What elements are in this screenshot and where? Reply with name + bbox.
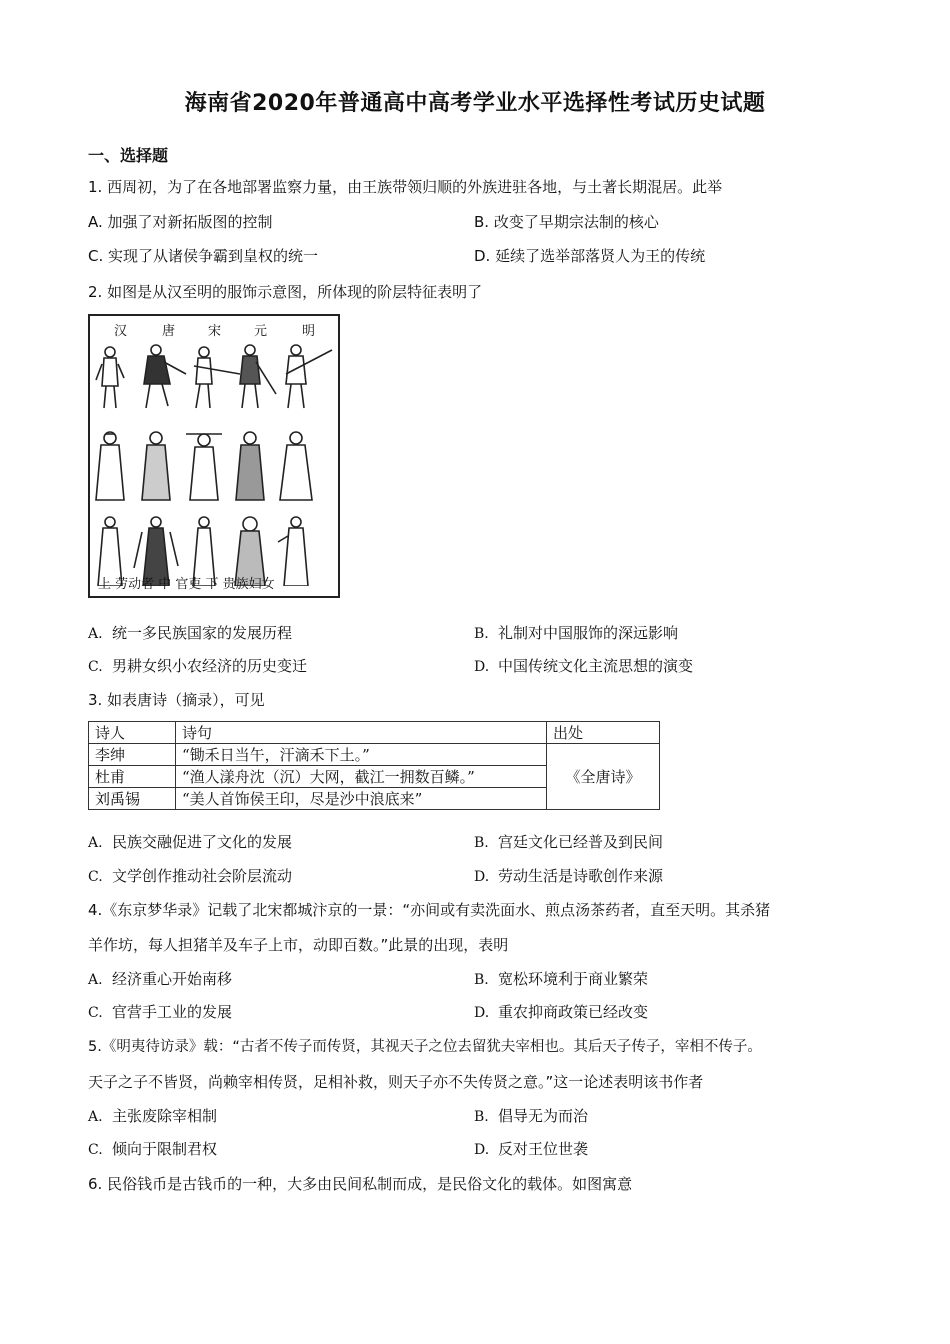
q1-option-a[interactable]: A. 加强了对新拓版图的控制	[88, 213, 273, 231]
dynasty-label: 唐	[162, 324, 176, 339]
dynasty-label: 元	[254, 324, 268, 339]
dynasty-label: 明	[302, 324, 316, 339]
question-6-stem: 6. 民俗钱币是古钱币的一种，大多由民间私制而成，是民俗文化的载体。如图寓意	[88, 1175, 633, 1193]
q2-option-d[interactable]: D. 中国传统文化主流思想的演变	[474, 657, 694, 675]
q1-option-c[interactable]: C. 实现了从诸侯争霸到皇权的统一	[88, 247, 319, 265]
q4-option-c[interactable]: C. 官营手工业的发展	[88, 1003, 233, 1021]
question-2-stem: 2. 如图是从汉至明的服饰示意图，所体现的阶层特征表明了	[88, 283, 483, 301]
page-title: 海南省2020年普通高中高考学业水平选择性考试历史试题	[184, 91, 766, 116]
section-heading: 一、选择题	[88, 146, 169, 165]
q2-option-a[interactable]: A. 统一多民族国家的发展历程	[88, 624, 293, 642]
question-5-stem-line-2: 天子之子不皆贤，尚赖宰相传贤，足相补救，则天子亦不失传贤之意。”这一论述表明该书作者	[88, 1073, 704, 1091]
q5-option-b[interactable]: B. 倡导无为而治	[474, 1107, 589, 1125]
clothing-figure	[88, 314, 340, 598]
table-header: 出处	[547, 722, 660, 744]
poet-cell: 杜甫	[89, 766, 176, 788]
question-4-stem-line-1: 4.《东京梦华录》记载了北宋都城汴京的一景：“亦间或有卖洗面水、煎点汤茶药者，直至天明。其杀猪	[88, 901, 771, 919]
q2-option-c[interactable]: C. 男耕女织小农经济的历史变迁	[88, 657, 308, 675]
dynasty-label: 汉	[114, 324, 128, 339]
poet-cell: 李绅	[89, 744, 176, 766]
verse-cell: “美人首饰侯王印，尽是沙中浪底来”	[176, 788, 547, 810]
question-1-stem: 1. 西周初，为了在各地部署监察力量，由王族带领归顺的外族进驻各地，与土著长期混居。此举	[88, 178, 723, 196]
poet-cell: 刘禹锡	[89, 788, 176, 810]
verse-cell: “渔人漾舟沈（沉）大网，截江一拥数百鳞。”	[176, 766, 547, 788]
question-3-stem: 3. 如表唐诗（摘录），可见	[88, 691, 265, 709]
table-header-row	[89, 722, 660, 744]
table-header: 诗人	[89, 722, 176, 744]
q5-option-c[interactable]: C. 倾向于限制君权	[88, 1140, 218, 1158]
q5-option-d[interactable]: D. 反对王位世袭	[474, 1140, 589, 1158]
q3-option-a[interactable]: A. 民族交融促进了文化的发展	[88, 833, 293, 851]
q3-option-c[interactable]: C. 文学创作推动社会阶层流动	[88, 867, 293, 885]
clothing-illustration	[90, 336, 338, 586]
figure-caption: 上 劳动者 中 官吏 下 贵族妇女	[98, 577, 275, 592]
q1-option-d[interactable]: D. 延续了选举部落贤人为王的传统	[474, 247, 706, 265]
q5-option-a[interactable]: A. 主张废除宰相制	[88, 1107, 218, 1125]
q3-option-d[interactable]: D. 劳动生活是诗歌创作来源	[474, 867, 664, 885]
q4-option-d[interactable]: D. 重农抑商政策已经改变	[474, 1003, 649, 1021]
question-4-stem-line-2: 羊作坊，每人担猪羊及车子上市，动即百数。”此景的出现，表明	[88, 936, 509, 954]
source-cell: 《全唐诗》	[547, 744, 660, 810]
q4-option-a[interactable]: A. 经济重心开始南移	[88, 970, 233, 988]
q3-option-b[interactable]: B. 宫廷文化已经普及到民间	[474, 833, 664, 851]
dynasty-label: 宋	[208, 324, 222, 339]
q2-option-b[interactable]: B. 礼制对中国服饰的深远影响	[474, 624, 679, 642]
q1-option-b[interactable]: B. 改变了早期宗法制的核心	[474, 213, 659, 231]
q4-option-b[interactable]: B. 宽松环境利于商业繁荣	[474, 970, 649, 988]
table-row	[89, 744, 660, 766]
verse-cell: “锄禾日当午，汗滴禾下土。”	[176, 744, 547, 766]
table-header: 诗句	[176, 722, 547, 744]
poem-table	[88, 721, 660, 810]
question-5-stem-line-1: 5.《明夷待访录》载：“古者不传子而传贤，其视天子之位去留犹夫宰相也。其后天子传子，宰相不传子。	[88, 1039, 762, 1055]
